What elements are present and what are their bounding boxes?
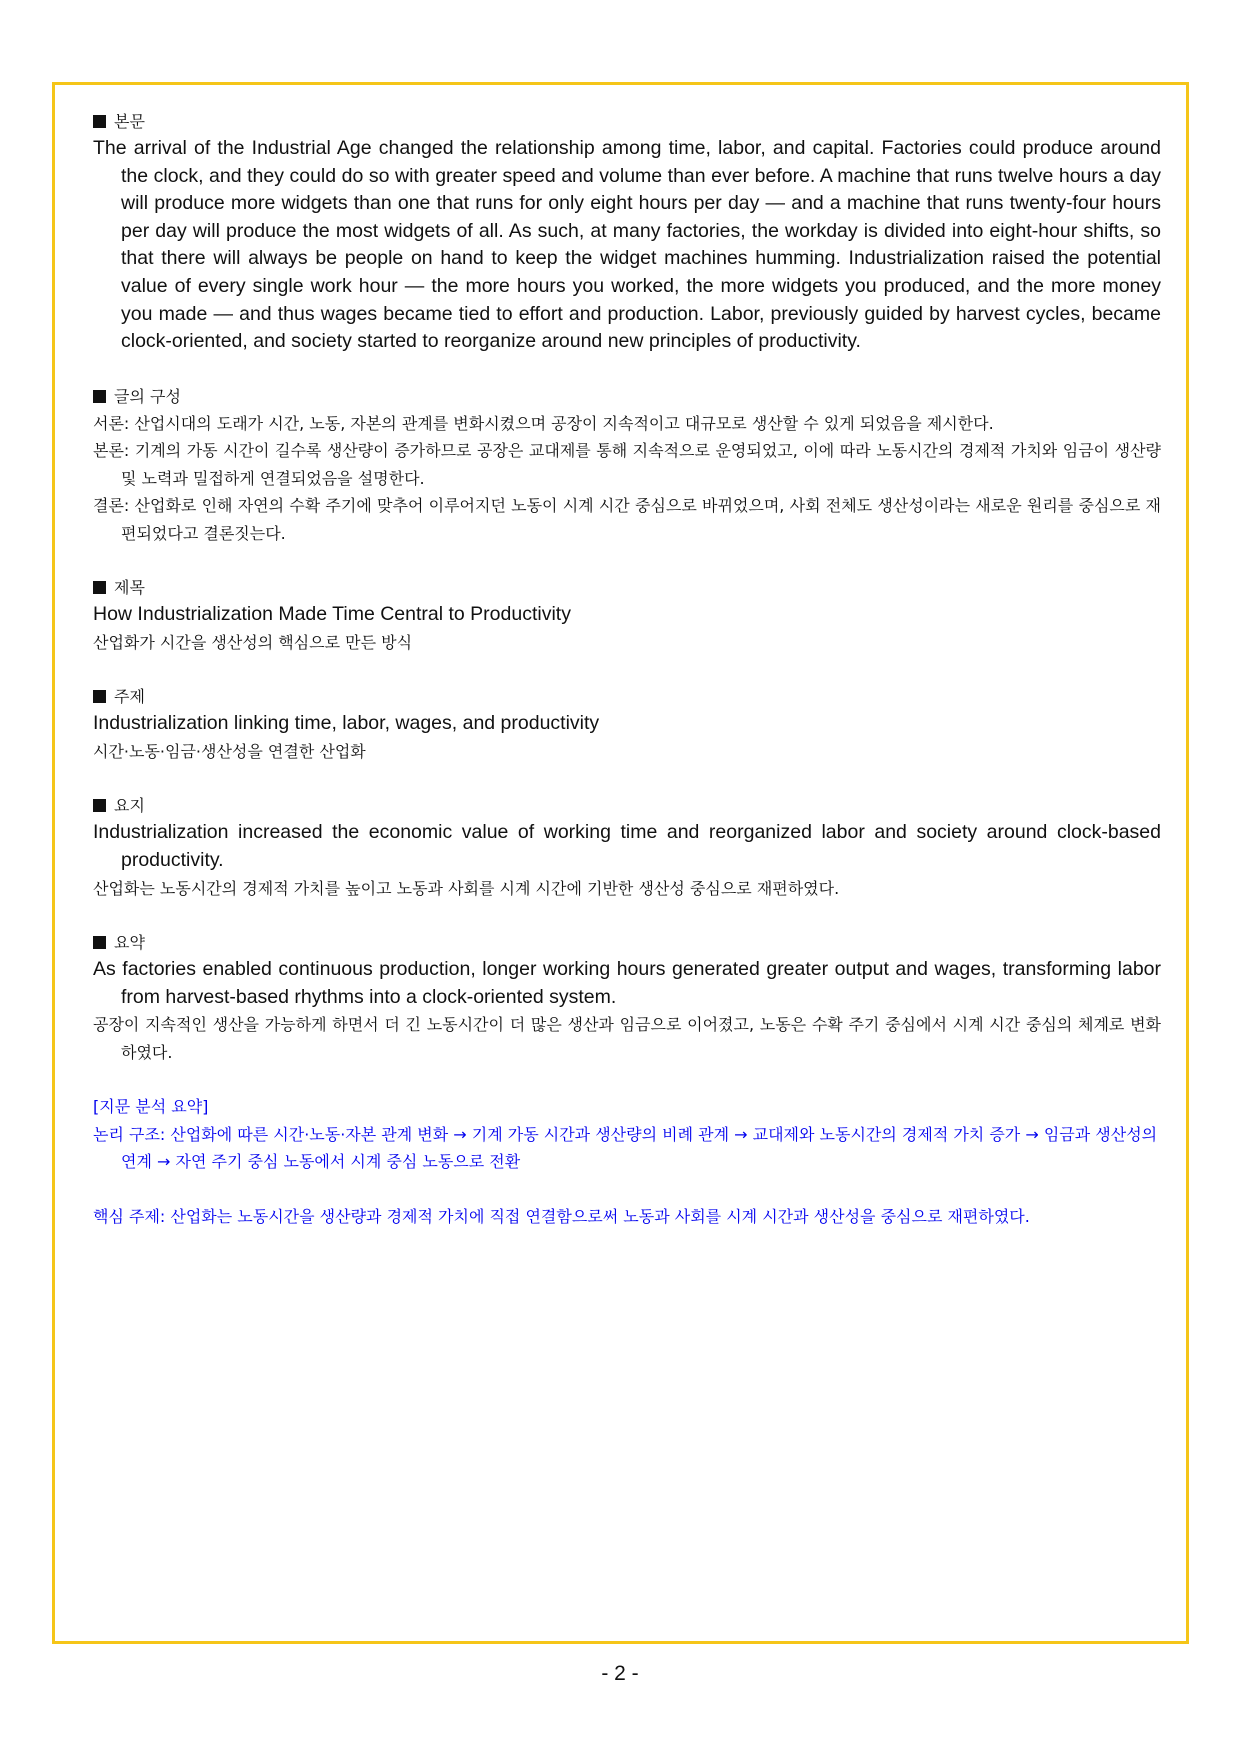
section-topic: [93, 683, 1161, 765]
structure-main: 본론: 기계의 가동 시간이 길수록 생산량이 증가하므로 공장은 교대제를 통해 지속적으로 운영되었고, 이에 따라 노동시간의 경제적 가치와 임금이 생산량 및 노력과 밀접하게 연결되었음을 설명한다.: [93, 441, 1162, 488]
section-heading: 글의 구성: [93, 383, 1161, 410]
section-heading: 요지: [93, 792, 1161, 819]
topic-ko: 시간·노동·임금·생산성을 연결한 산업화: [93, 741, 366, 761]
section-heading: 본문: [93, 108, 1161, 135]
topic-en: Industrialization linking time, labor, wages, and productivity: [93, 712, 600, 735]
section-gist: [93, 792, 1161, 902]
section-summary: [93, 929, 1161, 1066]
gist-ko: 산업화는 노동시간의 경제적 가치를 높이고 노동과 사회를 시계 시간에 기반한 생산성 중심으로 재편하였다.: [93, 878, 840, 898]
analysis-summary: [93, 1093, 1161, 1230]
title-en: How Industrialization Made Time Central to Productivity: [93, 603, 571, 626]
square-bullet-icon: [93, 581, 106, 594]
section-title: [93, 574, 1161, 656]
section-heading: 제목: [93, 574, 1161, 601]
summary-en: As factories enabled continuous production, longer working hours generated greater output and wages, transforming labor from harvest-based rhythms into a clock-oriented system.: [93, 958, 1161, 1008]
square-bullet-icon: [93, 690, 106, 703]
structure-intro: 서론: 산업시대의 도래가 시간, 노동, 자본의 관계를 변화시켰으며 공장이 지속적이고 대규모로 생산할 수 있게 되었음을 제시한다.: [93, 413, 994, 433]
title-ko: 산업화가 시간을 생산성의 핵심으로 만든 방식: [93, 632, 413, 652]
section-body: [93, 108, 1161, 356]
analysis-title: [지문 분석 요약]: [93, 1097, 209, 1117]
section-structure: [93, 383, 1161, 548]
section-heading: 주제: [93, 683, 1161, 710]
gist-en: Industrialization increased the economic value of working time and reorganized labor and society around clock-based productivity.: [93, 821, 1161, 872]
square-bullet-icon: [93, 936, 106, 949]
summary-ko: 공장이 지속적인 생산을 가능하게 하면서 더 긴 노동시간이 더 많은 생산과 임금으로 이어졌고, 노동은 수확 주기 중심에서 시계 시간 중심의 체계로 변화하였다.: [93, 1015, 1161, 1062]
document-content: [93, 108, 1161, 1257]
section-heading: 요약: [93, 929, 1161, 956]
analysis-core: 핵심 주제: 산업화는 노동시간을 생산량과 경제적 가치에 직접 연결함으로써 노동과 사회를 시계 시간과 생산성을 중심으로 재편하였다.: [93, 1206, 1030, 1226]
body-text: The arrival of the Industrial Age changed the relationship among time, labor, and capital. Factories could produce around the clock, and they could do so with greater speed and volume than ever before. A machine that runs twelve hours a day will produce more widgets than one that runs for only eight hours per day — and a machine that runs twenty-four hours per day will produce the most widgets of all. As such, at many factories, the workday is divided into eight-hour shifts, so that there will always be people on hand to keep the widget machines humming. Industrialization raised the potential value of every single work hour — the more hours you worked, the more widgets you produced, and the more money you made — and thus wages became tied to effort and production. Labor, previously guided by harvest cycles, became clock-oriented, and society started to reorganize around new principles of productivity.: [93, 137, 1161, 353]
square-bullet-icon: [93, 799, 106, 812]
square-bullet-icon: [93, 115, 106, 128]
structure-conclusion: 결론: 산업화로 인해 자연의 수확 주기에 맞추어 이루어지던 노동이 시계 시간 중심으로 바뀌었으며, 사회 전체도 생산성이라는 새로운 원리를 중심으로 재편되었다고 결론짓는다.: [93, 496, 1161, 543]
square-bullet-icon: [93, 390, 106, 403]
analysis-logic: 논리 구조: 산업화에 따른 시간·노동·자본 관계 변화 → 기계 가동 시간과 생산량의 비례 관계 → 교대제와 노동시간의 경제적 가치 증가 → 임금과 생산성의 연계 → 자연 주기 중심 노동에서 시계 중심 노동으로 전환: [93, 1124, 1158, 1172]
page-number: - 2 -: [601, 1662, 639, 1685]
